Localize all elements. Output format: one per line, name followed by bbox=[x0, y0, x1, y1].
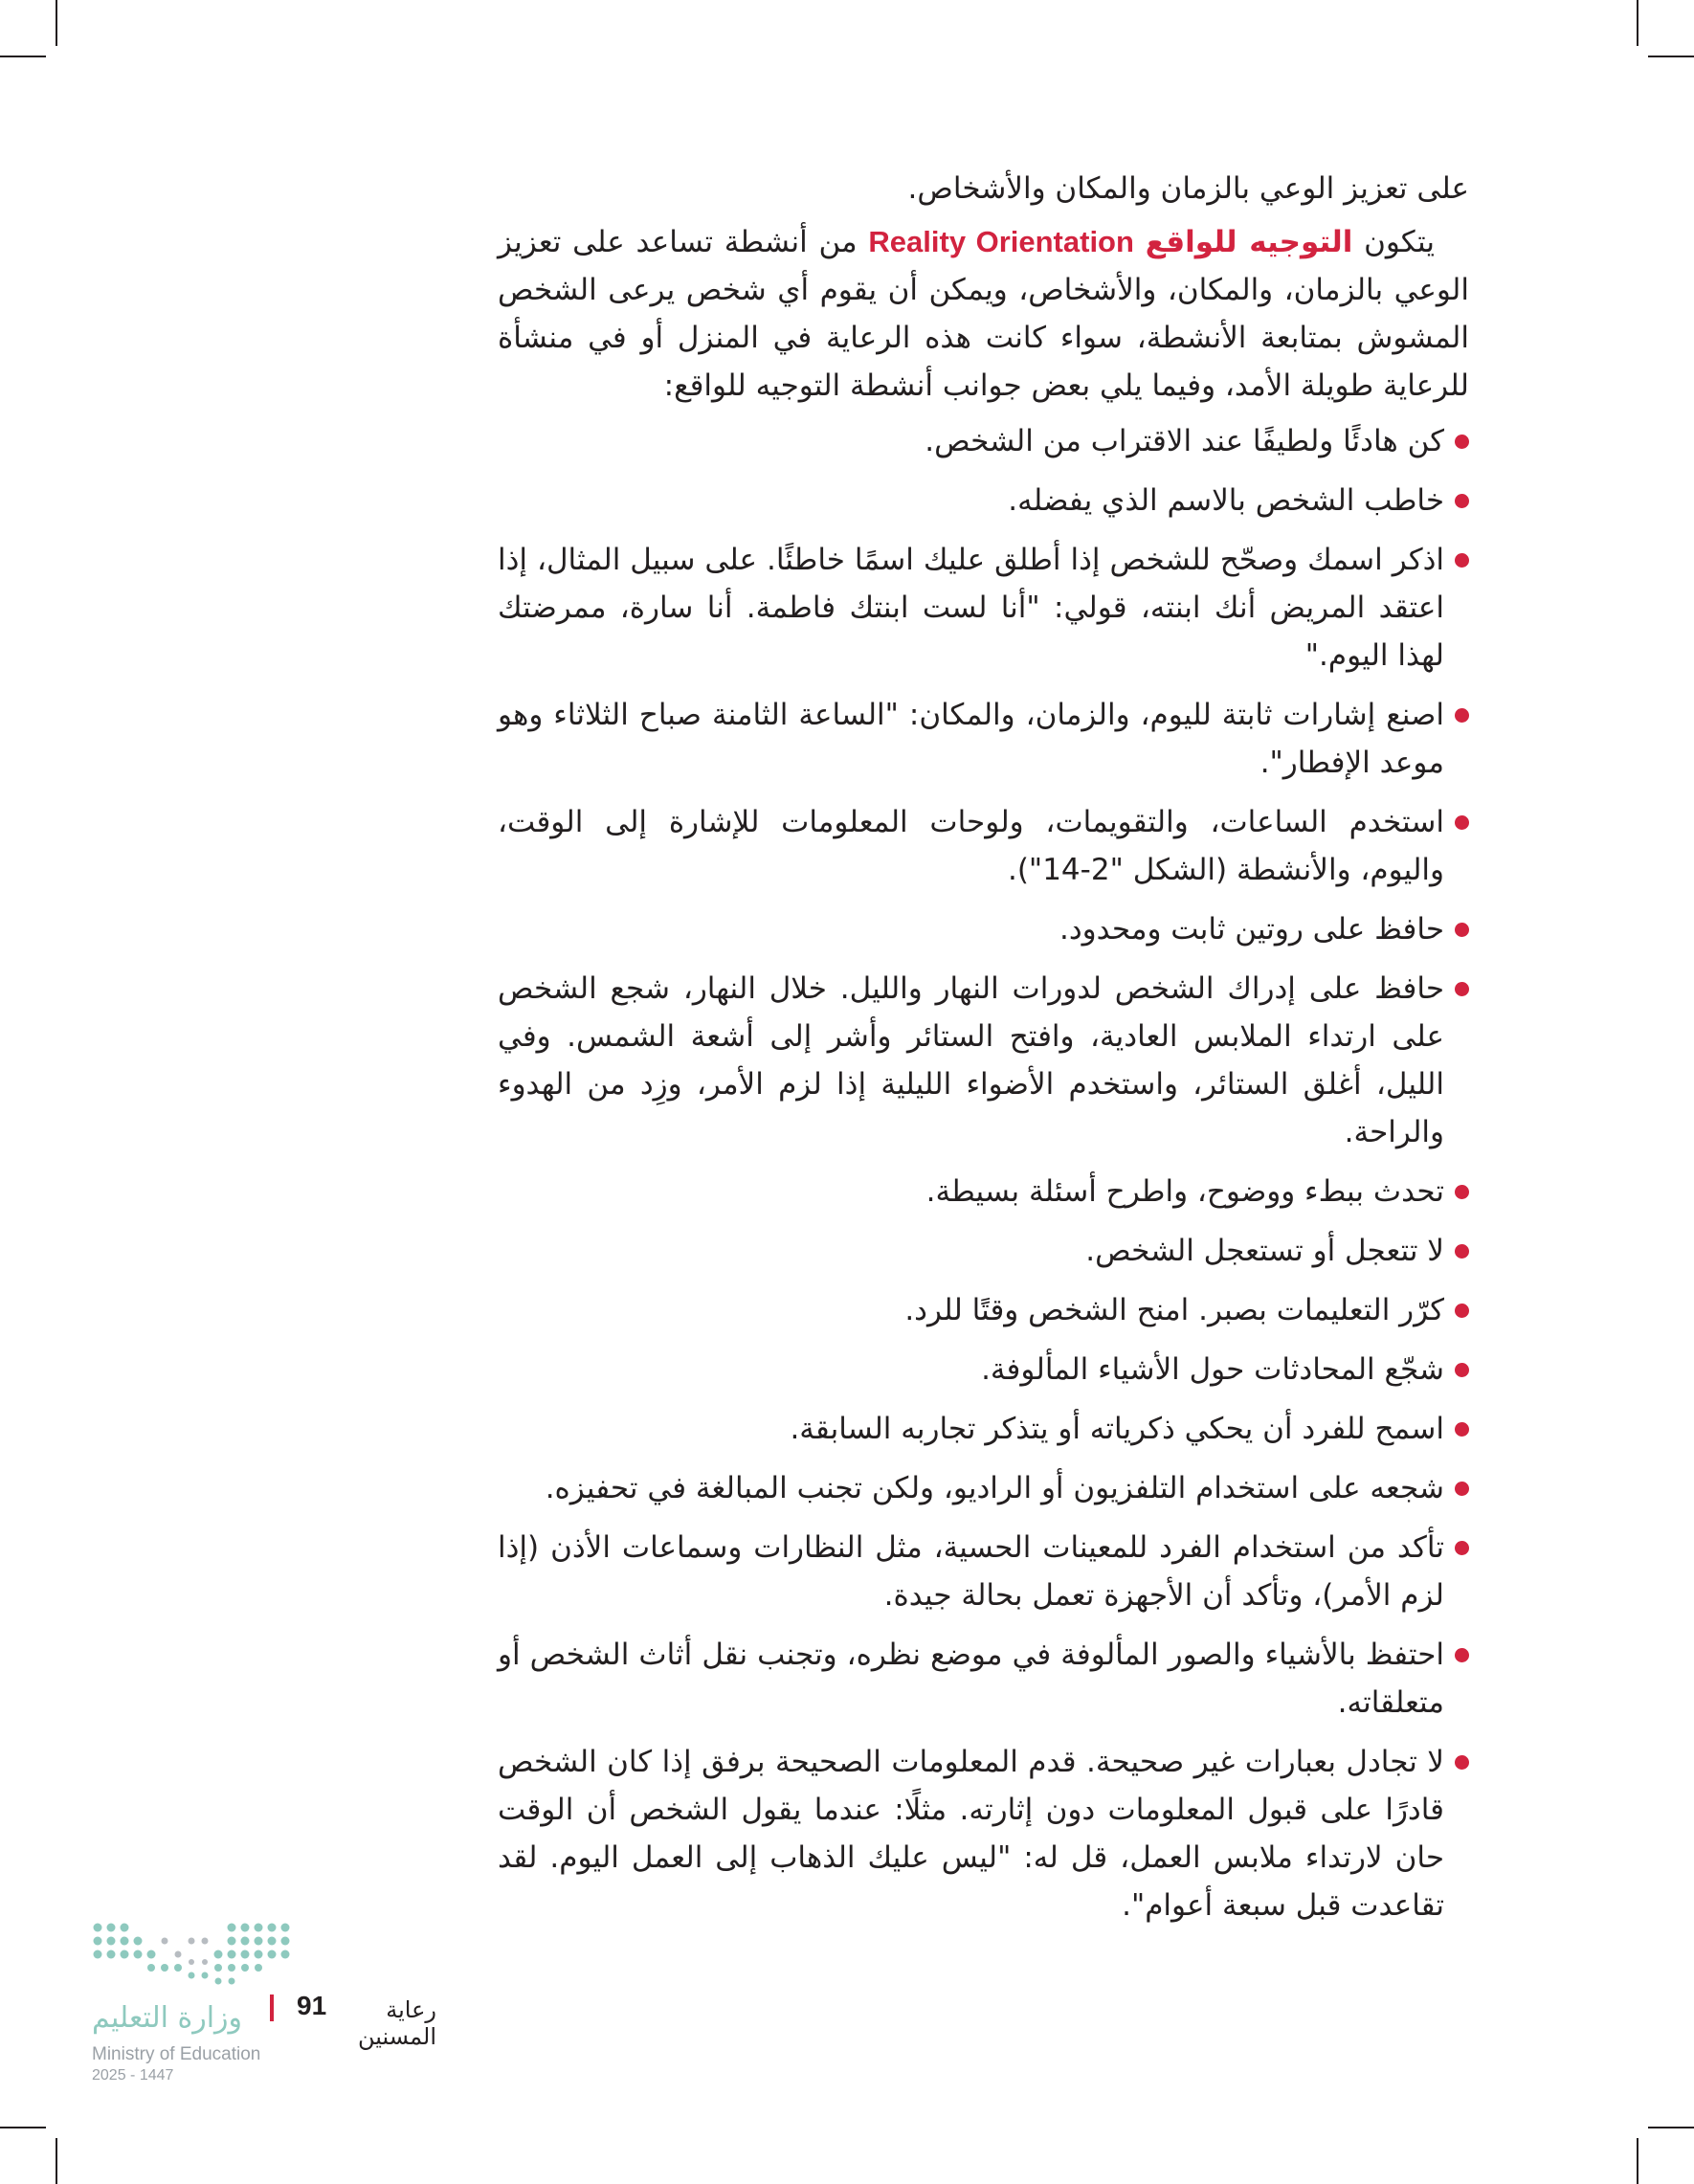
bullet-icon bbox=[1455, 553, 1469, 568]
reality-orientation-paragraph bbox=[498, 218, 1469, 410]
bullet-icon bbox=[1455, 1185, 1469, 1199]
bullet-icon bbox=[1455, 1422, 1469, 1437]
bullet-icon bbox=[1455, 1363, 1469, 1377]
bullet-icon bbox=[1455, 1244, 1469, 1259]
crop-mark bbox=[1648, 2127, 1694, 2128]
bullet-icon bbox=[1455, 708, 1469, 723]
bullet-icon bbox=[1455, 1648, 1469, 1662]
crop-mark bbox=[56, 2138, 57, 2184]
ministry-name-en: Ministry of Education bbox=[92, 2044, 261, 2064]
list-item: استخدم الساعات، والتقويمات، ولوحات المعلومات للإشارة إلى الوقت، واليوم، والأنشطة (الشكل "2-14"). bbox=[498, 798, 1469, 894]
list-item: خاطب الشخص بالاسم الذي يفضله. bbox=[498, 477, 1469, 524]
list-item: كرّر التعليمات بصبر. امنح الشخص وقتًا للرد. bbox=[498, 1286, 1469, 1334]
highlight-term-ar: التوجيه للواقع bbox=[1145, 225, 1353, 259]
year-label: 2025 - 1447 bbox=[92, 2067, 174, 2084]
list-item: شجّع المحادثات حول الأشياء المألوفة. bbox=[498, 1346, 1469, 1393]
page-number-divider bbox=[270, 1995, 274, 2021]
list-item: تأكد من استخدام الفرد للمعينات الحسية، مثل النظارات وسماعات الأذن (إذا لزم الأمر)، وتأكد أن الأجهزة تعمل بحالة جيدة. bbox=[498, 1524, 1469, 1619]
crop-mark bbox=[1648, 56, 1694, 57]
bullet-icon bbox=[1455, 815, 1469, 830]
bullet-icon bbox=[1455, 494, 1469, 508]
crop-mark bbox=[0, 56, 46, 57]
highlight-term-en: Reality Orientation bbox=[868, 225, 1134, 258]
list-item: كن هادئًا ولطيفًا عند الاقتراب من الشخص. bbox=[498, 417, 1469, 465]
list-item: اسمح للفرد أن يحكي ذكرياته أو يتذكر تجاربه السابقة. bbox=[498, 1405, 1469, 1453]
bullet-icon bbox=[1455, 435, 1469, 449]
list-item: شجعه على استخدام التلفزيون أو الراديو، ولكن تجنب المبالغة في تحفيزه. bbox=[498, 1464, 1469, 1512]
bullet-icon bbox=[1455, 1541, 1469, 1555]
bullet-icon bbox=[1455, 1482, 1469, 1496]
bullet-list bbox=[498, 417, 1469, 1929]
paragraph-after: من أنشطة تساعد على تعزيز الوعي بالزمان، والمكان، والأشخاص، ويمكن أن يقوم أي شخص يرعى الشخص المشوش بمتابعة الأنشطة، سواء كانت هذه الرعاية في المنزل أو في منشأة للرعاية طويلة الأمد، وفيما يلي بعض جوانب أنشطة التوجيه للواقع: bbox=[498, 225, 1469, 403]
list-item: حافظ على روتين ثابت ومحدود. bbox=[498, 905, 1469, 953]
list-item: تحدث ببطء ووضوح، واطرح أسئلة بسيطة. bbox=[498, 1168, 1469, 1215]
book-title: رعاية المسنين bbox=[357, 1996, 436, 2050]
page-content bbox=[498, 165, 1469, 1941]
paragraph-before: يتكون bbox=[1352, 225, 1435, 259]
list-item: اصنع إشارات ثابتة لليوم، والزمان، والمكان: "الساعة الثامنة صباح الثلاثاء وهو موعد الإفطار". bbox=[498, 691, 1469, 787]
list-item: احتفظ بالأشياء والصور المألوفة في موضع نظره، وتجنب نقل أثاث الشخص أو متعلقاته. bbox=[498, 1631, 1469, 1727]
bullet-icon bbox=[1455, 1755, 1469, 1770]
list-item: لا تجادل بعبارات غير صحيحة. قدم المعلومات الصحيحة برفق إذا كان الشخص قادرًا على قبول المعلومات دون إثارته. مثلًا: عندما يقول الشخص أن الوقت حان لارتداء ملابس العمل، قل له: "ليس عليك الذهاب إلى العمل اليوم. لقد تقاعدت قبل سبعة أعوام". bbox=[498, 1738, 1469, 1929]
bullet-icon bbox=[1455, 982, 1469, 996]
list-item: لا تتعجل أو تستعجل الشخص. bbox=[498, 1227, 1469, 1275]
crop-mark bbox=[1637, 0, 1638, 46]
ministry-logo-text: وزارة التعليم bbox=[92, 2001, 243, 2035]
crop-mark bbox=[56, 0, 57, 46]
intro-line: على تعزيز الوعي بالزمان والمكان والأشخاص. bbox=[907, 171, 1469, 206]
bullet-icon bbox=[1455, 923, 1469, 937]
list-item: اذكر اسمك وصحّح للشخص إذا أطلق عليك اسمًا خاطئًا. على سبيل المثال، إذا اعتقد المريض أنك ابنته، قولي: "أنا لست ابنتك فاطمة. أنا سارة، ممرضتك لهذا اليوم." bbox=[498, 536, 1469, 680]
ministry-logo-icon bbox=[92, 1922, 302, 2004]
list-item: حافظ على إدراك الشخص لدورات النهار والليل. خلال النهار، شجع الشخص على ارتداء الملابس العادية، وافتح الستائر وأشر إلى أشعة الشمس. وفي الليل، أغلق الستائر، واستخدم الأضواء الليلية إذا لزم الأمر، وزِد من الهدوء والراحة. bbox=[498, 965, 1469, 1156]
page-number: 91 bbox=[297, 1991, 327, 2020]
page-footer bbox=[92, 1922, 436, 2084]
bullet-icon bbox=[1455, 1304, 1469, 1318]
crop-mark bbox=[0, 2127, 46, 2128]
crop-mark bbox=[1637, 2138, 1638, 2184]
